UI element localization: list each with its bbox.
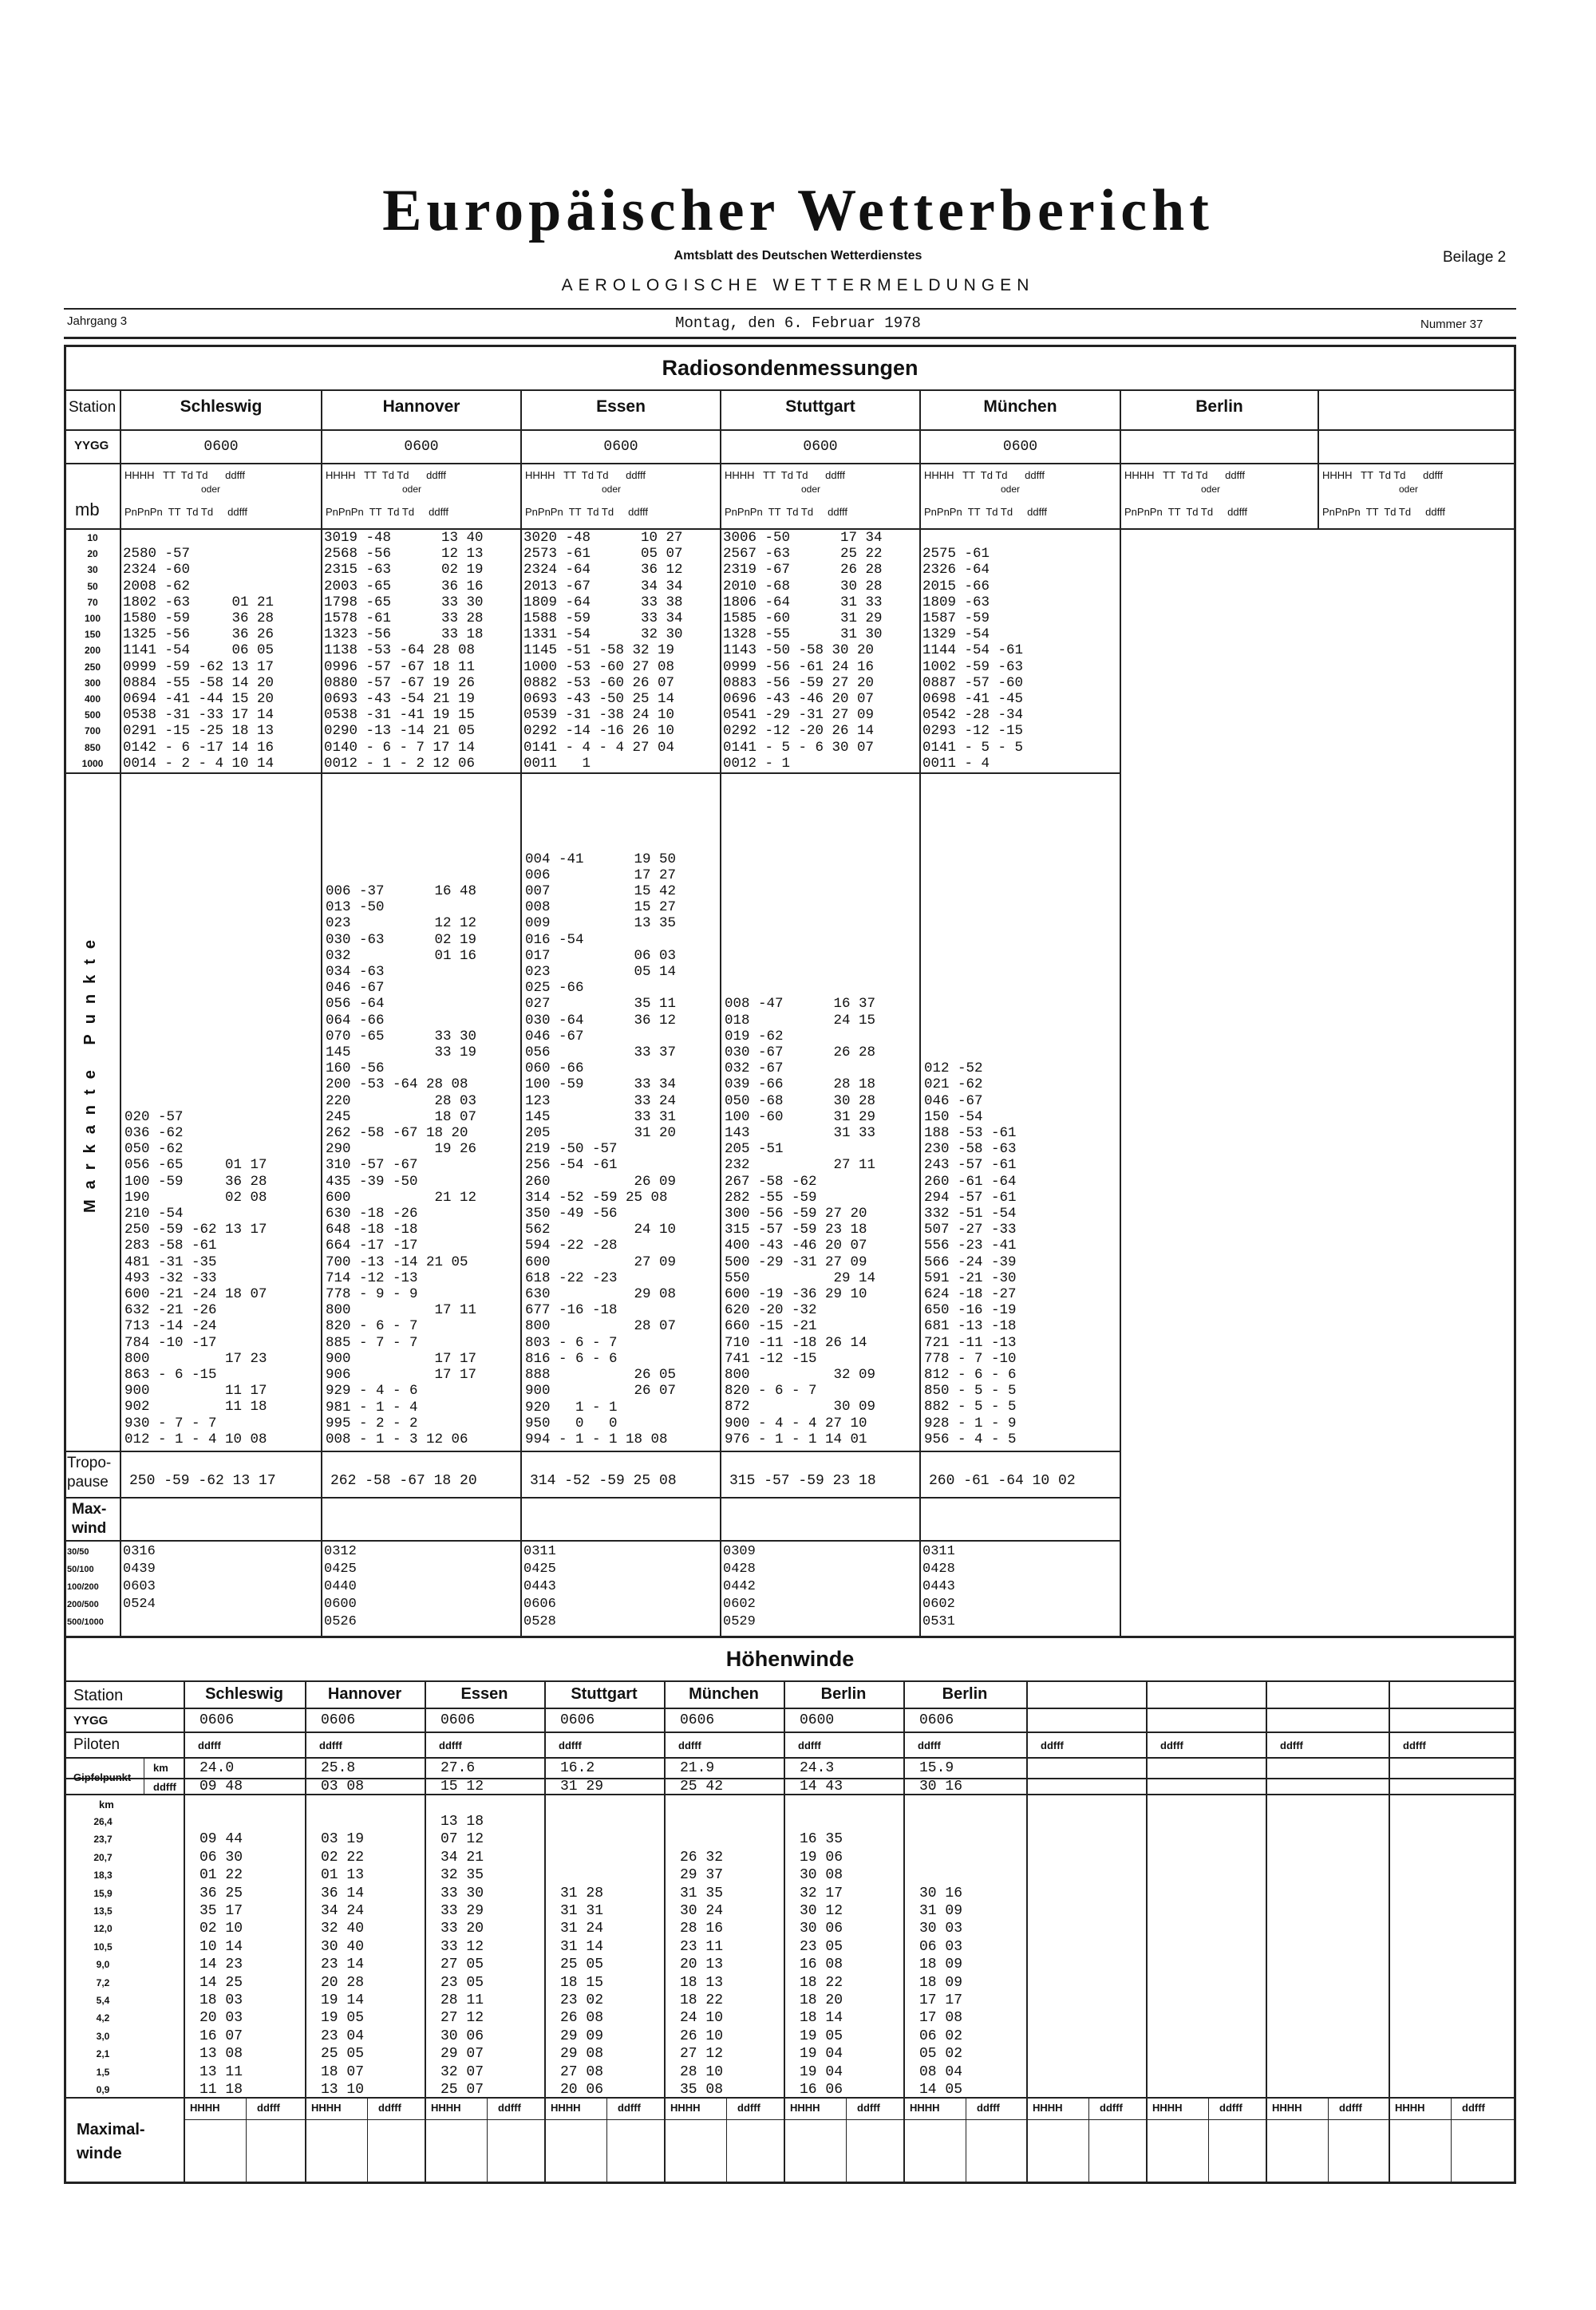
tropopause-value: 260 -61 -64 10 02 xyxy=(929,1473,1076,1489)
column-header-pnpnpn: PnPnPn TT Td Td ddfff xyxy=(725,506,847,518)
hw-max-split xyxy=(726,2097,727,2184)
column-header-pnpnpn: PnPnPn TT Td Td ddfff xyxy=(1322,506,1445,518)
station-name: Berlin xyxy=(1195,397,1243,416)
gipfel-ddfff-value: 25 42 xyxy=(680,1779,724,1795)
hw-max-split xyxy=(846,2097,847,2184)
hw-level-values: 31 28 31 31 31 24 31 14 25 05 18 15 23 02 26 08 29 09 29 08 27 08 20 06 xyxy=(560,1885,604,2099)
maxwind-values: 0311 0425 0443 0606 0528 xyxy=(523,1544,556,1629)
hw-yygg-value: 0606 xyxy=(321,1712,356,1728)
issue-date: Montag, den 6. Februar 1978 xyxy=(675,314,921,332)
hw-column-line xyxy=(1146,1680,1148,2184)
hw-station-name: Hannover xyxy=(327,1685,402,1703)
standard-levels: 3020 -48 10 27 2573 -61 05 07 2324 -64 36 12 2013 -67 34 34 1809 -64 33 38 1588 -59 33 34 1331 -54 32 30 1145 -51 -58 32 19 1000 -53 -60 27 08 0882 -53 -60 26 07 0693 -43 -50 25 14 0539 -31 -38 24 10 0292 -14 -16 26 10 0141 - 4 - 4 27 04 0011 1 xyxy=(523,530,683,772)
ddfff-header: ddfff xyxy=(559,1739,582,1751)
markante-punkte: 006 -37 16 48 013 -50 023 12 12 030 -63 02 19 032 01 16 034 -63 046 -67 056 -64 064 -66 070 -65 33 30 145 33 19 160 -56 200 -53 -64 28 08 220 28 03 245 18 07 262 -58 -67 18 20 290 19 26 310 -57 -67 435 -39 -50 600 21 12 630 -18 -26 648 -18 -18 664 -17 -17 700 -13 -14 21 05 714 -12 -13 778 - 9 - 9 800 17 11 820 - 6 - 7 885 - 7 - 7 900 17 17 906 17 17 929 - 4 - 6 981 - 1 - 4 995 - 2 - 2 008 - 1 - 3 12 06 xyxy=(326,883,477,1447)
column-header-oder: oder xyxy=(201,484,221,495)
header-rule xyxy=(64,308,1516,310)
hw-level-values: 13 18 07 12 34 21 32 35 33 30 33 29 33 20 33 12 27 05 23 05 28 11 27 12 30 06 29 07 32 07 25 07 xyxy=(440,1814,484,2099)
hw-max-split xyxy=(246,2097,247,2184)
hw-column-line xyxy=(305,1680,306,2184)
column-header-pnpnpn: PnPnPn TT Td Td ddfff xyxy=(326,506,448,518)
section-heading: AEROLOGISCHE WETTERMELDUNGEN xyxy=(561,276,1035,294)
hw-column-line xyxy=(784,1680,785,2184)
hw-max-split xyxy=(1451,2097,1452,2184)
hw-station-label: Station xyxy=(73,1687,124,1704)
gipfel-ddfff-value: 30 16 xyxy=(919,1779,963,1795)
hw-yygg-value: 0606 xyxy=(560,1712,595,1728)
tropopause-value: 250 -59 -62 13 17 xyxy=(129,1473,276,1489)
hw-station-name: Essen xyxy=(460,1685,508,1703)
ddfff-header: ddfff xyxy=(439,1739,462,1751)
markante-punkte-label: Markante Punkte xyxy=(81,929,99,1213)
hoehenwinde-title: Höhenwinde xyxy=(725,1647,855,1671)
maximal-winde-label: Maximal- winde xyxy=(77,2121,145,2162)
hw-max-split xyxy=(487,2097,488,2184)
hhhh-header: HHHH xyxy=(1395,2102,1425,2114)
hw-column-line xyxy=(184,1680,185,2184)
yygg-label: YYGG xyxy=(74,439,109,452)
hw-yygg-value: 0606 xyxy=(919,1712,954,1728)
jahrgang-label: Jahrgang 3 xyxy=(67,314,128,328)
column-header-hhhh: HHHH TT Td Td ddfff xyxy=(525,469,646,481)
hw-max-split xyxy=(1208,2097,1209,2184)
pressure-levels: 10 20 30 50 70 100 150 200 250 300 400 500 700 850 1000 xyxy=(81,532,104,769)
hw-yygg-label: YYGG xyxy=(73,1714,109,1728)
gipfel-ddfff-value: 14 43 xyxy=(800,1779,843,1795)
gipfel-ddfff-value: 15 12 xyxy=(440,1779,484,1795)
maxwind-values: 0311 0428 0443 0602 0531 xyxy=(922,1544,955,1629)
column-header-pnpnpn: PnPnPn TT Td Td ddfff xyxy=(924,506,1047,518)
hw-level-values: 16 35 19 06 30 08 32 17 30 12 30 06 23 05 16 08 18 22 18 20 18 14 19 05 19 04 19 04 16 06 xyxy=(800,1831,843,2099)
publication-subtitle: Amtsblatt des Deutschen Wetterdienstes xyxy=(674,249,922,263)
gipfel-ddfff-value: 03 08 xyxy=(321,1779,365,1795)
ddfff-header: ddfff xyxy=(1280,1739,1303,1751)
hhhh-header: HHHH xyxy=(1152,2102,1183,2114)
hhhh-header: HHHH xyxy=(190,2102,220,2114)
mb-label: mb xyxy=(75,500,100,519)
header-rule-2 xyxy=(64,337,1516,339)
hhhh-header: HHHH xyxy=(1033,2102,1063,2114)
column-header-oder: oder xyxy=(1001,484,1021,495)
hw-station-name: Berlin xyxy=(820,1685,867,1703)
hw-column-line xyxy=(1266,1680,1267,2184)
radiosonde-title: Radiosondenmessungen xyxy=(662,356,918,380)
piloten-label: Piloten xyxy=(73,1736,120,1753)
hw-level-values: 30 16 31 09 30 03 06 03 18 09 18 09 17 17 17 08 06 02 05 02 08 04 14 05 xyxy=(919,1885,963,2099)
markante-punkte: 020 -57 036 -62 050 -62 056 -65 01 17 100 -59 36 28 190 02 08 210 -54 250 -59 -62 13 17 283 -58 -61 481 -31 -35 493 -32 -33 600 -21 -24 18 07 632 -21 -26 713 -14 -24 784 -10 -17 800 17 23 863 - 6 -15 900 11 17 902 11 18 930 - 7 - 7 012 - 1 - 4 10 08 xyxy=(124,1108,267,1447)
yygg-value: 0600 xyxy=(1002,439,1038,455)
ddfff-header: ddfff xyxy=(1160,1739,1183,1751)
standard-levels: 2575 -61 2326 -64 2015 -66 1809 -63 1587 -59 1329 -54 1144 -54 -61 1002 -59 -63 0887 -57 -60 0698 -41 -45 0542 -28 -34 0293 -12 -15 0141 - 5 - 5 0011 - 4 xyxy=(922,546,1024,772)
gipfel-km-value: 24.3 xyxy=(800,1760,835,1776)
ddfff-header: ddfff xyxy=(1403,1739,1426,1751)
issue-number: Nummer 37 xyxy=(1420,318,1483,331)
hw-station-name: München xyxy=(689,1685,759,1703)
gipfel-km-label: km xyxy=(153,1762,168,1774)
column-header-hhhh: HHHH TT Td Td ddfff xyxy=(124,469,246,481)
column-header-oder: oder xyxy=(1399,484,1419,495)
station-label: Station xyxy=(69,399,117,416)
hw-column-line xyxy=(903,1680,905,2184)
max-ddfff-header: ddfff xyxy=(257,2102,280,2114)
max-ddfff-header: ddfff xyxy=(1219,2102,1242,2114)
gipfel-ddfff-value: 09 48 xyxy=(200,1779,243,1795)
tropopause-value: 314 -52 -59 25 08 xyxy=(530,1473,677,1489)
hw-max-split xyxy=(606,2097,607,2184)
column-header-oder: oder xyxy=(801,484,821,495)
markante-punkte: 004 -41 19 50 006 17 27 007 15 42 008 15 27 009 13 35 016 -54 017 06 03 023 05 14 025 -66 027 35 11 030 -64 36 12 046 -67 056 33 37 060 -66 100 -59 33 34 123 33 24 145 33 31 205 31 20 219 -50 -57 256 -54 -61 260 26 09 314 -52 -59 25 08 350 -49 -56 562 24 10 594 -22 -28 600 27 09 618 -22 -23 630 29 08 677 -16 -18 800 28 07 803 - 6 - 7 816 - 6 - 6 888 26 05 900 26 07 920 1 - 1 950 0 0 994 - 1 - 1 18 08 xyxy=(525,851,677,1447)
yygg-value: 0600 xyxy=(203,439,239,455)
hhhh-header: HHHH xyxy=(551,2102,581,2114)
station-name: München xyxy=(983,397,1057,416)
tropopause-label: Tropo- pause xyxy=(67,1455,112,1491)
gipfel-ddfff-label: ddfff xyxy=(153,1781,176,1793)
ddfff-header: ddfff xyxy=(1041,1739,1064,1751)
column-header-pnpnpn: PnPnPn TT Td Td ddfff xyxy=(124,506,247,518)
hw-column-line xyxy=(544,1680,546,2184)
gipfel-km-value: 24.0 xyxy=(200,1760,235,1776)
max-ddfff-header: ddfff xyxy=(737,2102,760,2114)
ddfff-header: ddfff xyxy=(798,1739,821,1751)
column-header-oder: oder xyxy=(1201,484,1221,495)
hw-column-line xyxy=(664,1680,666,2184)
yygg-value: 0600 xyxy=(603,439,638,455)
hhhh-header: HHHH xyxy=(910,2102,940,2114)
column-header-hhhh: HHHH TT Td Td ddfff xyxy=(326,469,447,481)
hw-max-split xyxy=(1088,2097,1089,2184)
hw-max-split xyxy=(1328,2097,1329,2184)
wind-levels: 30/50 50/100 100/200 200/500 500/1000 xyxy=(67,1547,104,1627)
hhhh-header: HHHH xyxy=(311,2102,342,2114)
gipfel-ddfff-value: 31 29 xyxy=(560,1779,604,1795)
tropopause-value: 262 -58 -67 18 20 xyxy=(330,1473,477,1489)
yygg-value: 0600 xyxy=(404,439,439,455)
column-header-oder: oder xyxy=(402,484,422,495)
station-name: Stuttgart xyxy=(785,397,855,416)
column-header-oder: oder xyxy=(602,484,622,495)
tropopause-value: 315 -57 -59 23 18 xyxy=(729,1473,876,1489)
hw-level-values: 03 19 02 22 01 13 36 14 34 24 32 40 30 40 23 14 20 28 19 14 19 05 23 04 25 05 18 07 13 10 xyxy=(321,1831,365,2099)
max-ddfff-header: ddfff xyxy=(857,2102,880,2114)
hw-levels: 26,4 23,7 20,7 18,3 15,9 13,5 12,0 10,5 9,0 7,2 5,4 4,2 3,0 2,1 1,5 0,9 xyxy=(93,1816,113,2096)
publication-title: Europäischer Wetterbericht xyxy=(382,178,1214,243)
max-ddfff-header: ddfff xyxy=(977,2102,1000,2114)
hw-level-values: 09 44 06 30 01 22 36 25 35 17 02 10 10 14 14 23 14 25 18 03 20 03 16 07 13 08 13 11 11 18 xyxy=(200,1831,243,2099)
station-name: Hannover xyxy=(382,397,460,416)
maxwind-label: Max- wind xyxy=(72,1501,107,1537)
markante-punkte: 008 -47 16 37 018 24 15 019 -62 030 -67 26 28 032 -67 039 -66 28 18 050 -68 30 28 100 -60 31 29 143 31 33 205 -51 232 27 11 267 -58 -62 282 -55 -59 300 -56 -59 27 20 315 -57 -59 23 18 400 -43 -46 20 07 500 -29 -31 27 09 550 29 14 600 -19 -36 29 10 620 -20 -32 660 -15 -21 710 -11 -18 26 14 741 -12 -15 800 32 09 820 - 6 - 7 872 30 09 900 - 4 - 4 27 10 976 - 1 - 1 14 01 xyxy=(725,996,876,1447)
hw-station-name: Schleswig xyxy=(205,1685,283,1703)
column-header-hhhh: HHHH TT Td Td ddfff xyxy=(1124,469,1246,481)
station-name: Schleswig xyxy=(180,397,263,416)
column-header-pnpnpn: PnPnPn TT Td Td ddfff xyxy=(1124,506,1247,518)
maxwind-values: 0316 0439 0603 0524 xyxy=(123,1544,156,1612)
max-ddfff-header: ddfff xyxy=(1339,2102,1362,2114)
hw-yygg-value: 0600 xyxy=(800,1712,835,1728)
hw-yygg-value: 0606 xyxy=(440,1712,476,1728)
hw-station-name: Berlin xyxy=(942,1685,988,1703)
station-name: Essen xyxy=(596,397,646,416)
hhhh-header: HHHH xyxy=(670,2102,701,2114)
column-header-hhhh: HHHH TT Td Td ddfff xyxy=(1322,469,1444,481)
beilage-label: Beilage 2 xyxy=(1443,249,1507,266)
standard-levels: 2580 -57 2324 -60 2008 -62 1802 -63 01 21 1580 -59 36 28 1325 -56 36 26 1141 -54 06 05 0999 -59 -62 13 17 0884 -55 -58 14 20 0694 -41 -44 15 20 0538 -31 -33 17 14 0291 -15 -25 18 13 0142 - 6 -17 14 16 0014 - 2 - 4 10 14 xyxy=(123,546,275,772)
column-header-pnpnpn: PnPnPn TT Td Td ddfff xyxy=(525,506,648,518)
gipfelpunkt-label: Gipfelpunkt xyxy=(73,1771,132,1783)
ddfff-header: ddfff xyxy=(918,1739,941,1751)
hw-level-values: 26 32 29 37 31 35 30 24 28 16 23 11 20 13 18 13 18 22 24 10 26 10 27 12 28 10 35 08 xyxy=(680,1849,724,2099)
max-ddfff-header: ddfff xyxy=(1100,2102,1123,2114)
gipfel-km-value: 27.6 xyxy=(440,1760,476,1776)
yygg-value: 0600 xyxy=(803,439,838,455)
ddfff-header: ddfff xyxy=(319,1739,342,1751)
gipfel-km-value: 16.2 xyxy=(560,1760,595,1776)
ddfff-header: ddfff xyxy=(198,1739,221,1751)
markante-punkte: 012 -52 021 -62 046 -67 150 -54 188 -53 -61 230 -58 -63 243 -57 -61 260 -61 -64 294 -57 -61 332 -51 -54 507 -27 -33 556 -23 -41 566 -24 -39 591 -21 -30 624 -18 -27 650 -16 -19 681 -13 -18 721 -11 -13 778 - 7 -10 812 - 6 - 6 850 - 5 - 5 882 - 5 - 5 928 - 1 - 9 956 - 4 - 5 xyxy=(924,1060,1017,1447)
max-ddfff-header: ddfff xyxy=(498,2102,521,2114)
hhhh-header: HHHH xyxy=(1272,2102,1302,2114)
hhhh-header: HHHH xyxy=(431,2102,461,2114)
hw-km-label: km xyxy=(99,1799,114,1810)
gipfel-km-value: 25.8 xyxy=(321,1760,356,1776)
standard-levels: 3006 -50 17 34 2567 -63 25 22 2319 -67 26 28 2010 -68 30 28 1806 -64 31 33 1585 -60 31 29 1328 -55 31 30 1143 -50 -58 30 20 0999 -56 -61 24 16 0883 -56 -59 27 20 0696 -43 -46 20 07 0541 -29 -31 27 09 0292 -12 -20 26 14 0141 - 5 - 6 30 07 0012 - 1 xyxy=(723,530,883,772)
max-ddfff-header: ddfff xyxy=(378,2102,401,2114)
max-ddfff-header: ddfff xyxy=(1462,2102,1485,2114)
gipfel-km-value: 21.9 xyxy=(680,1760,715,1776)
hw-max-split xyxy=(367,2097,368,2184)
standard-levels: 3019 -48 13 40 2568 -56 12 13 2315 -63 02 19 2003 -65 36 16 1798 -65 33 30 1578 -61 33 28 1323 -56 33 18 1138 -53 -64 28 08 0996 -57 -67 18 11 0880 -57 -67 19 26 0693 -43 -54 21 19 0538 -31 -41 19 15 0290 -13 -14 21 05 0140 - 6 - 7 17 14 0012 - 1 - 2 12 06 xyxy=(324,530,484,772)
max-ddfff-header: ddfff xyxy=(618,2102,641,2114)
hw-column-line xyxy=(425,1680,426,2184)
maxwind-values: 0309 0428 0442 0602 0529 xyxy=(723,1544,756,1629)
hw-station-name: Stuttgart xyxy=(571,1685,638,1703)
column-header-hhhh: HHHH TT Td Td ddfff xyxy=(924,469,1045,481)
gipfel-km-value: 15.9 xyxy=(919,1760,954,1776)
hw-yygg-value: 0606 xyxy=(200,1712,235,1728)
hhhh-header: HHHH xyxy=(790,2102,820,2114)
maxwind-values: 0312 0425 0440 0600 0526 xyxy=(324,1544,357,1629)
hw-column-line xyxy=(1389,1680,1390,2184)
column-header-hhhh: HHHH TT Td Td ddfff xyxy=(725,469,846,481)
hw-yygg-value: 0606 xyxy=(680,1712,715,1728)
hw-column-line xyxy=(1026,1680,1028,2184)
ddfff-header: ddfff xyxy=(678,1739,701,1751)
